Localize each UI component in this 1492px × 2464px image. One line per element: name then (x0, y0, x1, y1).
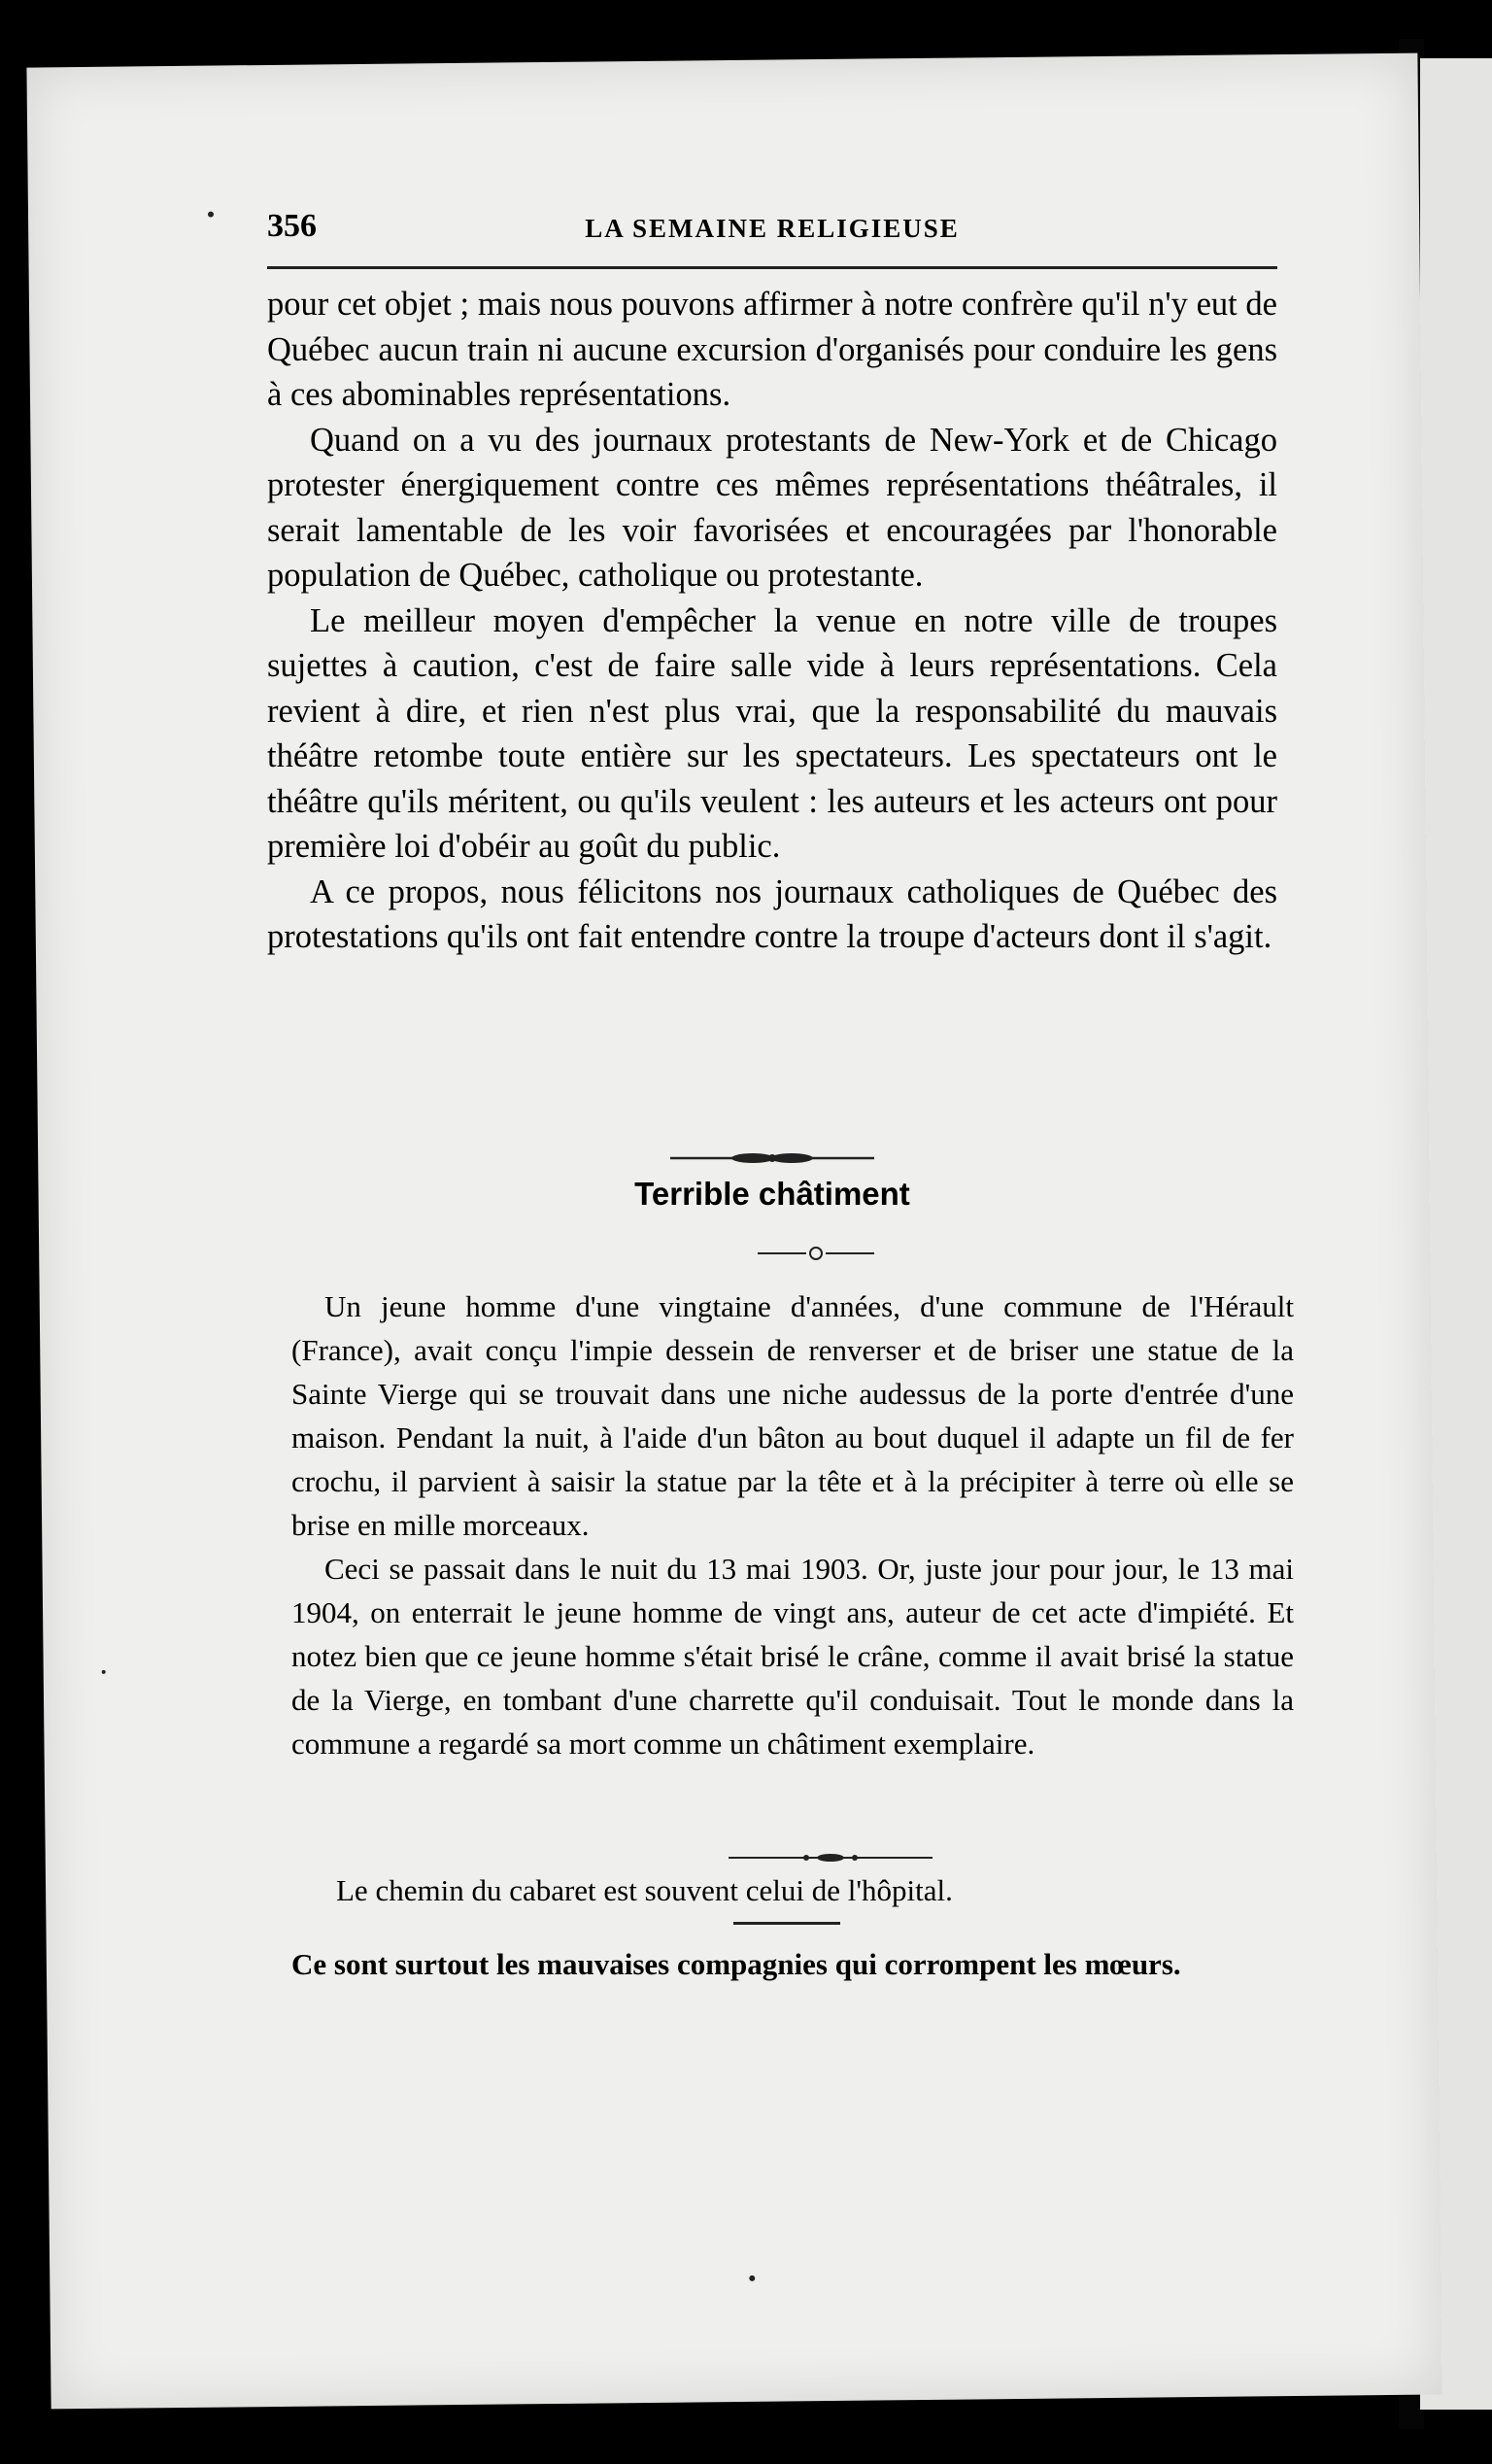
article-body (291, 1284, 1294, 1765)
ink-speck (102, 1670, 106, 1674)
ornament-divider (729, 1848, 932, 1867)
ornament-divider (670, 1146, 874, 1170)
short-rule (733, 1922, 840, 1925)
maxim: Le chemin du cabaret est souvent celui de l'hôpital. (336, 1873, 953, 1907)
page-number: 356 (267, 208, 317, 244)
paragraph: Le meilleur moyen d'empêcher la venue en notre ville de troupes sujettes à caution, c'est de faire salle vide à leurs représentations. Cela revient à dire, et rien n'est plus vrai, que la responsabilité du mauvais théâtre retombe toute entière sur les spectateurs. Les spectateurs ont le théâtre qu'ils méritent, ou qu'ils veulent : les auteurs et les acteurs ont pour première loi d'obéir au goût du public. (267, 601, 1277, 865)
paragraph: A ce propos, nous félicitons nos journaux catholiques de Québec des protestations qu'ils ont fait entendre contre la troupe d'acteurs dont il s'agit. (267, 873, 1277, 955)
page-header (267, 208, 1277, 269)
paragraph: pour cet objet ; mais nous pouvons affirmer à notre confrère qu'il n'y eut de Québec aucun train ni aucune excursion d'organisés pour conduire les gens à ces abominables représentations. (267, 286, 1277, 413)
running-title: LA SEMAINE RELIGIEUSE (585, 214, 960, 243)
small-divider (758, 1244, 874, 1263)
maxim: Ce sont surtout les mauvaises compagnies qui corrompent les mœurs. (291, 1947, 1181, 1981)
ink-speck (749, 2276, 755, 2281)
ink-speck (208, 212, 214, 218)
paragraph: Un jeune homme d'une vingtaine d'années, d'une commune de l'Hérault (France), avait conçu l'impie dessein de renverser et de briser une statue de la Sainte Vierge qui se trouvait dans une niche audessus de la porte d'entrée d'une maison. Pendant la nuit, à l'aide d'un bâton au bout duquel il adapte un fil de fer crochu, il parvient à saisir la statue par la tête et à la précipiter à terre où elle se brise en mille morceaux. (291, 1289, 1294, 1542)
paragraph: Ceci se passait dans le nuit du 13 mai 1903. Or, juste jour pour jour, le 13 mai 1904, on enterrait le jeune homme de vingt ans, auteur de cet acte d'impiété. Et notez bien que ce jeune homme s'était brisé le crâne, comme il avait brisé la statue de la Vierge, en tombant d'une charrette qu'il conduisait. Tout le monde dans la commune a regardé sa mort comme un châtiment exemplaire. (291, 1552, 1294, 1761)
body-text (267, 282, 1277, 960)
article-title: Terrible châtiment (634, 1176, 910, 1212)
paragraph: Quand on a vu des journaux protestants de New-York et de Chicago protester énergiquement contre ces mêmes représentations théâtrales, il serait lamentable de les voir favorisées et encouragées par l'honorable population de Québec, catholique ou protestante. (267, 421, 1277, 594)
